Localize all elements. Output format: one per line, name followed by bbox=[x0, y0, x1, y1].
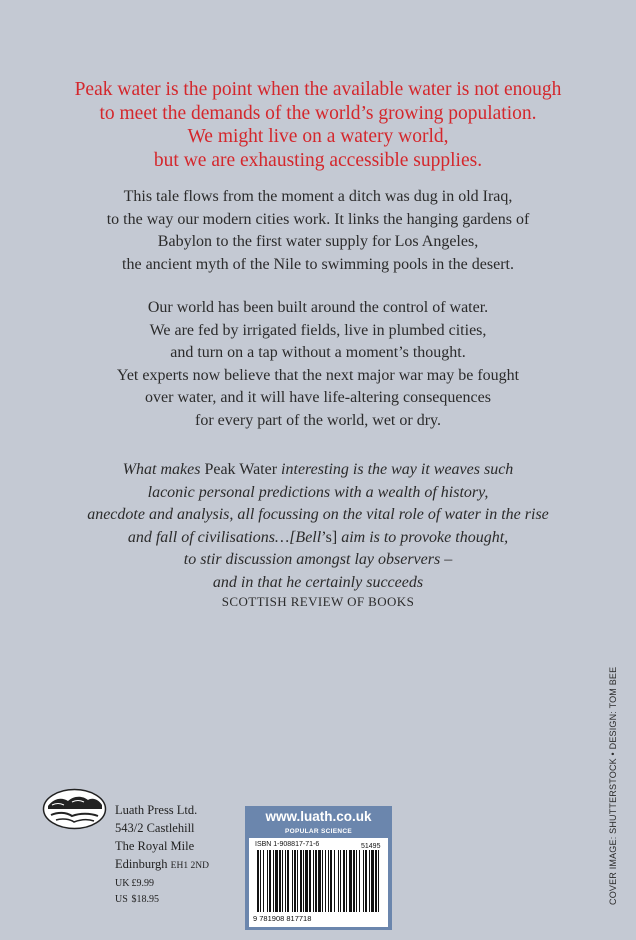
barcode-box bbox=[249, 838, 388, 927]
body-line: We are fed by irrigated fields, live in plumbed cities, bbox=[149, 321, 487, 339]
category-label: POPULAR SCIENCE bbox=[285, 828, 352, 835]
body-line: to the way our modern cities work. It links the hanging gardens of bbox=[106, 210, 530, 228]
barcode-icon bbox=[255, 850, 382, 914]
address-line: Edinburgh EH1 2ND bbox=[115, 857, 209, 871]
cover-image-credit: COVER IMAGE: SHUTTERSTOCK bbox=[608, 758, 618, 905]
price-list bbox=[115, 876, 159, 908]
price-code: 51495 bbox=[361, 843, 381, 850]
quote-line: anecdote and analysis, all focussing on the vital role of water in the rise bbox=[87, 506, 549, 523]
cover-credits bbox=[608, 667, 618, 905]
design-credit: DESIGN: TOM BEE bbox=[608, 666, 618, 750]
body-line: over water, and it will have life-altering consequences bbox=[145, 389, 491, 406]
address-line: The Royal Mile bbox=[115, 839, 195, 853]
body-line: for every part of the world, wet or dry. bbox=[195, 411, 441, 429]
quote-line: and in that he certainly succeeds bbox=[212, 573, 424, 591]
body-line: Babylon to the first water supply for Los Angeles, bbox=[157, 233, 479, 250]
publisher-name: Luath Press Ltd. bbox=[115, 803, 198, 817]
body-line: and turn on a tap without a moment’s thought. bbox=[170, 344, 466, 361]
postcode: EH1 2ND bbox=[170, 861, 209, 871]
body-line: Our world has been built around the control of water. bbox=[147, 299, 489, 316]
barcode-digits: 9 781908 817718 bbox=[253, 914, 312, 923]
review-quote bbox=[0, 459, 636, 594]
body-line: This tale flows from the moment a ditch was dug in old Iraq, bbox=[123, 188, 513, 205]
lead-line: but we are exhausting accessible supplies. bbox=[153, 149, 483, 171]
quote-line: laconic personal predictions with a wealth of history, bbox=[147, 483, 489, 501]
animals-illustration-icon bbox=[42, 788, 107, 830]
book-title: Peak Water bbox=[204, 461, 278, 478]
lead-line: to meet the demands of the world’s growing population. bbox=[99, 102, 537, 124]
quote-line: and fall of civilisations…[Bell’s] aim is to provoke thought, bbox=[127, 528, 509, 546]
body-paragraph-1 bbox=[0, 186, 636, 276]
lead-paragraph bbox=[0, 78, 636, 172]
lead-line: Peak water is the point when the available water is not enough bbox=[74, 79, 562, 100]
body-line: the ancient myth of the Nile to swimming pools in the desert. bbox=[122, 255, 514, 273]
price-row: US $18.95 bbox=[115, 894, 159, 905]
lead-line: We might live on a watery world, bbox=[187, 126, 449, 147]
body-line: Yet experts now believe that the next major war may be fought bbox=[116, 366, 520, 384]
isbn-number: ISBN 1-908817-71-6 bbox=[255, 841, 320, 848]
body-paragraph-2 bbox=[0, 297, 636, 432]
website-label: www.luath.co.uk bbox=[265, 809, 372, 824]
review-source: SCOTTISH REVIEW OF BOOKS bbox=[221, 594, 415, 609]
publisher-address bbox=[115, 801, 209, 875]
quote-line: to stir discussion amongst lay observers – bbox=[183, 551, 453, 568]
quote-line: What makes Peak Water interesting is the way it weaves such bbox=[122, 461, 514, 478]
price-row: UK £9.99 bbox=[115, 878, 154, 889]
barcode-panel bbox=[245, 806, 392, 930]
address-line: 543/2 Castlehill bbox=[115, 821, 195, 835]
credit-separator: • bbox=[608, 752, 618, 756]
